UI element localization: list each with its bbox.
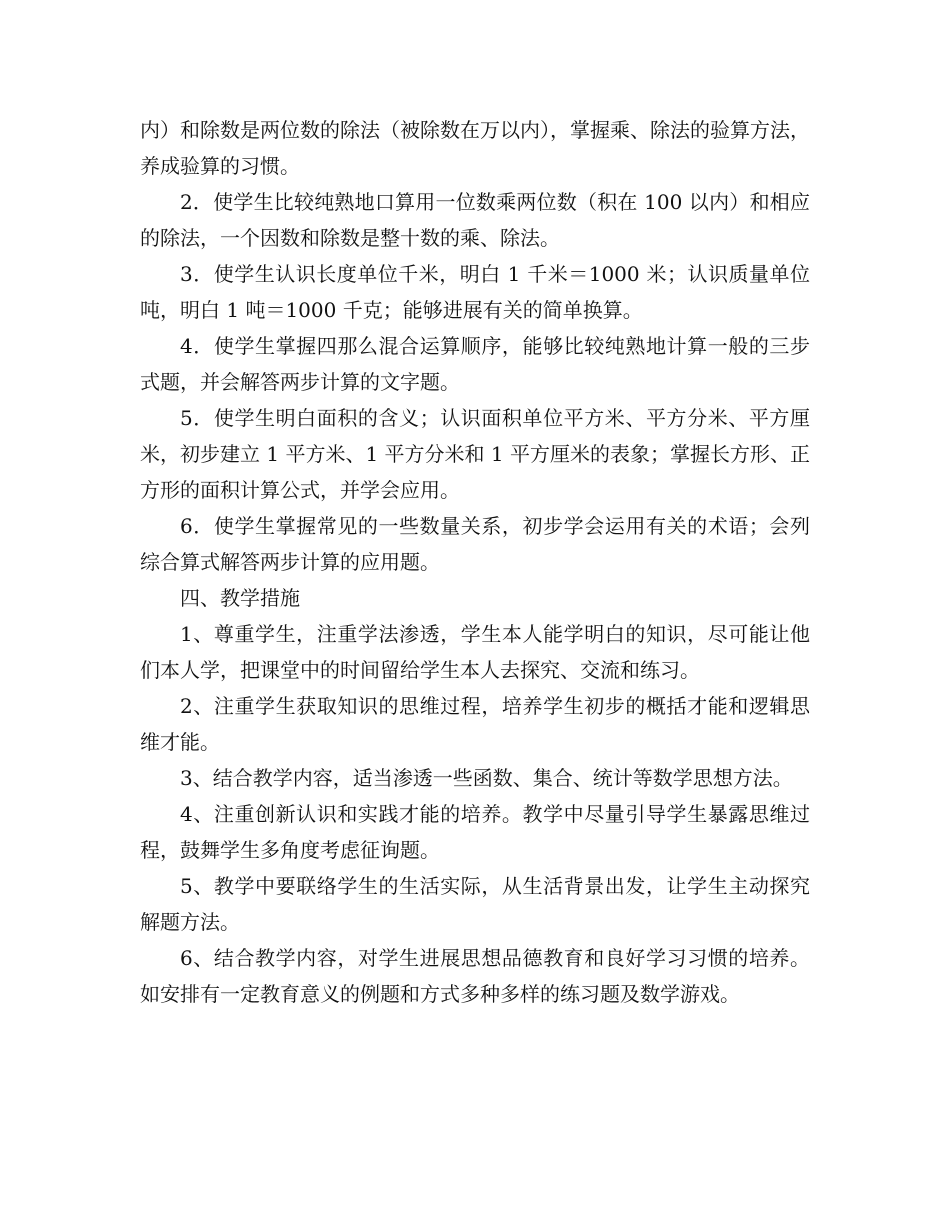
paragraph-objective-5: 5．使学生明白面积的含义；认识面积单位平方米、平方分米、平方厘米，初步建立 1 平方米、1 平方分米和 1 平方厘米的表象；掌握长方形、正方形的面积计算公式，并学会应用。 — [140, 406, 810, 502]
paragraph-measure-6: 6、结合教学内容，对学生进展思想品德教育和良好学习习惯的培养。如安排有一定教育意义的例题和方式多种多样的练习题及数学游戏。 — [140, 946, 810, 1006]
document-body — [140, 112, 810, 1012]
paragraph-objective-6: 6．使学生掌握常见的一些数量关系，初步学会运用有关的术语；会列综合算式解答两步计算的应用题。 — [140, 514, 810, 574]
paragraph-continuation: 内）和除数是两位数的除法（被除数在万以内），掌握乘、除法的验算方法，养成验算的习惯。 — [140, 118, 810, 178]
paragraph-objective-3: 3．使学生认识长度单位千米，明白 1 千米＝1000 米；认识质量单位吨，明白 1 吨＝1000 千克；能够进展有关的简单换算。 — [140, 262, 810, 322]
paragraph-measure-3: 3、结合教学内容，适当渗透一些函数、集合、统计等数学思想方法。 — [180, 766, 793, 790]
paragraph-measure-1: 1、尊重学生，注重学法渗透，学生本人能学明白的知识，尽可能让他们本人学，把课堂中的时间留给学生本人去探究、交流和练习。 — [140, 622, 810, 682]
paragraph-measure-5: 5、教学中要联络学生的生活实际，从生活背景出发，让学生主动探究解题方法。 — [140, 874, 810, 934]
paragraph-measure-4: 4、注重创新认识和实践才能的培养。教学中尽量引导学生暴露思维过程，鼓舞学生多角度考虑征询题。 — [140, 802, 810, 862]
paragraph-objective-2: 2．使学生比较纯熟地口算用一位数乘两位数（积在 100 以内）和相应的除法，一个因数和除数是整十数的乘、除法。 — [140, 190, 810, 250]
paragraph-objective-4: 4．使学生掌握四那么混合运算顺序，能够比较纯熟地计算一般的三步式题，并会解答两步计算的文字题。 — [140, 334, 810, 394]
section-heading-teaching-measures: 四、教学措施 — [180, 586, 300, 610]
paragraph-measure-2: 2、注重学生获取知识的思维过程，培养学生初步的概括才能和逻辑思维才能。 — [140, 694, 810, 754]
